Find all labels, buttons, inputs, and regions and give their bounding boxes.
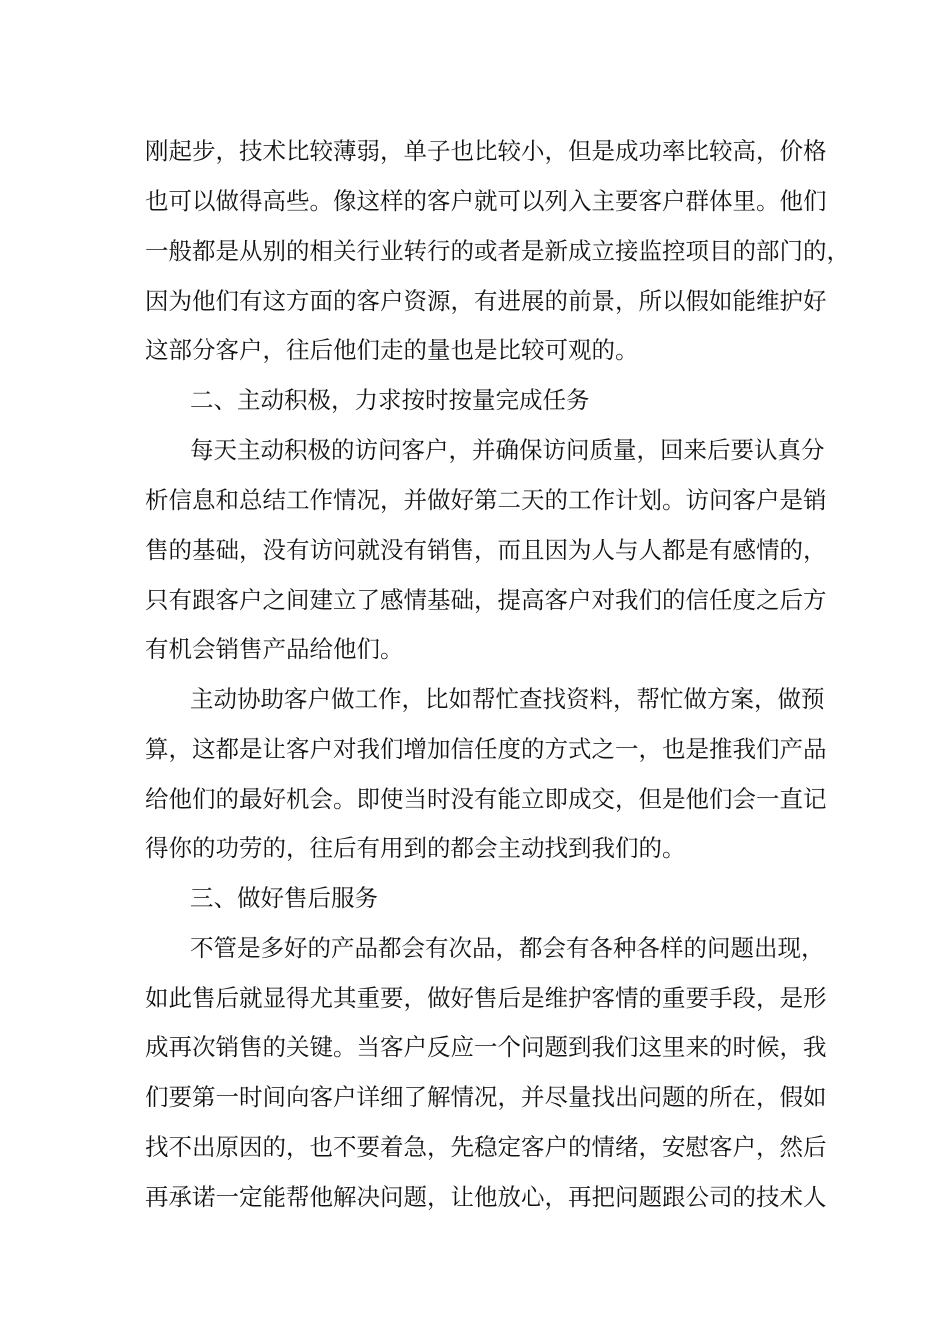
body-text-line: 找不出原因的，也不要着急，先稳定客户的情绪，安慰客户，然后 <box>145 1133 827 1161</box>
body-text-line: 如此售后就显得尤其重要，做好售后是维护客情的重要手段，是形 <box>145 984 827 1012</box>
body-text-line: 析信息和总结工作情况，并做好第二天的工作计划。访问客户是销 <box>145 486 827 514</box>
section-heading: 三、做好售后服务 <box>190 884 378 912</box>
body-text-line: 给他们的最好机会。即使当时没有能立即成交，但是他们会一直记 <box>145 785 827 813</box>
body-text-line: 有机会销售产品给他们。 <box>145 635 404 663</box>
body-text-line: 再承诺一定能帮他解决问题，让他放心，再把问题跟公司的技术人 <box>145 1183 827 1211</box>
body-text-line: 成再次销售的关键。当客户反应一个问题到我们这里来的时候，我 <box>145 1033 827 1061</box>
body-text-line: 这部分客户，往后他们走的量也是比较可观的。 <box>145 336 639 364</box>
body-text-line: 刚起步，技术比较薄弱，单子也比较小，但是成功率比较高，价格 <box>145 137 827 165</box>
body-text-line: 因为他们有这方面的客户资源，有进展的前景，所以假如能维护好 <box>145 287 827 315</box>
body-text-line: 不管是多好的产品都会有次品，都会有各种各样的问题出现， <box>190 934 825 962</box>
body-text-line: 得你的功劳的，往后有用到的都会主动找到我们的。 <box>145 834 686 862</box>
body-text-line: 只有跟客户之间建立了感情基础，提高客户对我们的信任度之后方 <box>145 586 827 614</box>
body-text-line: 主动协助客户做工作，比如帮忙查找资料，帮忙做方案，做预 <box>190 685 825 713</box>
section-heading: 二、主动积极，力求按时按量完成任务 <box>190 386 590 414</box>
body-text-line: 售的基础，没有访问就没有销售，而且因为人与人都是有感情的， <box>145 536 827 564</box>
body-text-line: 每天主动积极的访问客户，并确保访问质量，回来后要认真分 <box>190 436 825 464</box>
body-text-line: 算，这都是让客户对我们增加信任度的方式之一，也是推我们产品 <box>145 735 827 763</box>
body-text-line: 也可以做得高些。像这样的客户就可以列入主要客户群体里。他们 <box>145 187 827 215</box>
body-text-line: 一般都是从别的相关行业转行的或者是新成立接监控项目的部门的， <box>145 237 850 265</box>
body-text-line: 们要第一时间向客户详细了解情况，并尽量找出问题的所在，假如 <box>145 1083 827 1111</box>
